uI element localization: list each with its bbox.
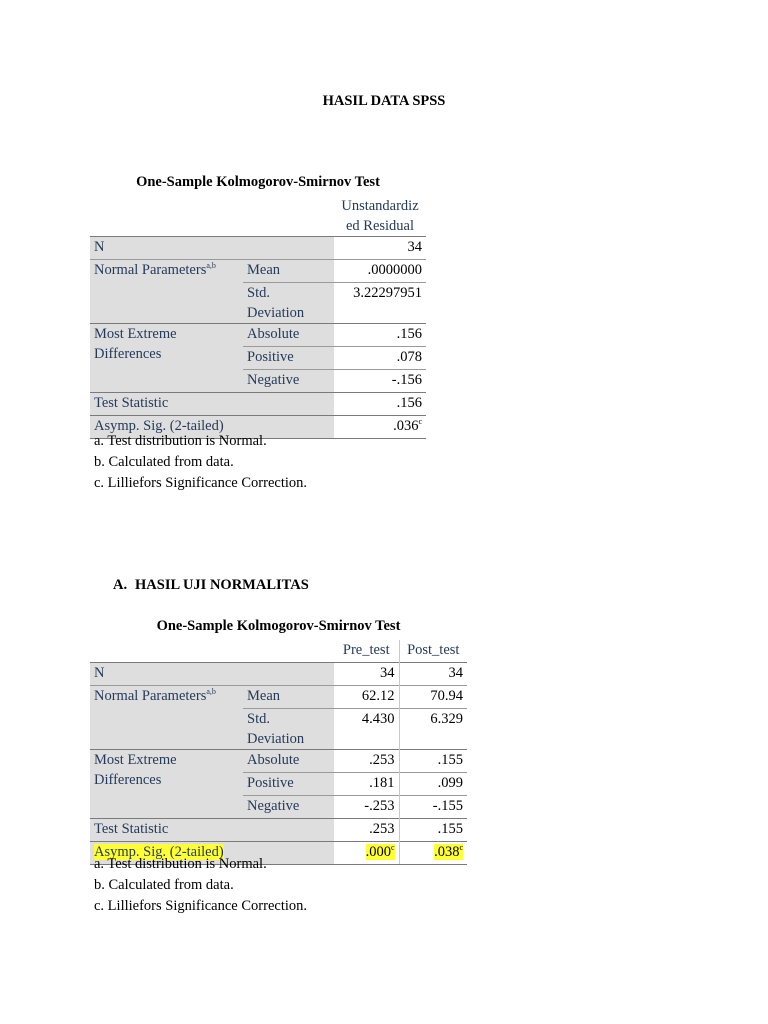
row-label-test-statistic: Test Statistic bbox=[90, 819, 334, 842]
row-label-std-deviation: Std. Deviation bbox=[243, 709, 334, 750]
row-label-normal-parameters: Normal Parameters$^{a,b}$ bbox=[90, 260, 243, 324]
table1-footnotes bbox=[94, 431, 307, 494]
row-label-absolute: Absolute bbox=[243, 750, 334, 773]
cell-value: 34 bbox=[399, 663, 467, 686]
cell-value: 3.22297951 bbox=[334, 283, 426, 324]
cell-value: .036$^c$ bbox=[334, 416, 426, 439]
column-header-post-test: Post_test bbox=[399, 640, 467, 663]
cell-value: .0000000 bbox=[334, 260, 426, 283]
footnote: c. Lilliefors Significance Correction. bbox=[94, 475, 307, 491]
cell-value: .156 bbox=[334, 324, 426, 347]
row-label-positive: Positive bbox=[243, 347, 334, 370]
footnote: b. Calculated from data. bbox=[94, 454, 234, 470]
row-label-most-extreme-differences: Most Extreme Differences bbox=[90, 324, 243, 393]
table-caption: One-Sample Kolmogorov-Smirnov Test bbox=[136, 174, 380, 190]
cell-value: 4.430 bbox=[334, 709, 399, 750]
row-label-positive: Positive bbox=[243, 773, 334, 796]
cell-value: .156 bbox=[334, 393, 426, 416]
cell-value: 62.12 bbox=[334, 686, 399, 709]
table-caption: One-Sample Kolmogorov-Smirnov Test bbox=[156, 618, 401, 634]
row-label-asymp-sig: Asymp. Sig. (2-tailed) bbox=[90, 416, 334, 439]
row-label-n: N bbox=[90, 237, 334, 260]
footnote: a. Test distribution is Normal. bbox=[94, 433, 267, 449]
row-label-asymp-sig: Asymp. Sig. (2-tailed) bbox=[90, 842, 334, 865]
cell-value: 70.94 bbox=[399, 686, 467, 709]
cell-value: .253 bbox=[334, 819, 399, 842]
row-label-negative: Negative bbox=[243, 796, 334, 819]
cell-value: -.156 bbox=[334, 370, 426, 393]
cell-value: .181 bbox=[334, 773, 399, 796]
cell-value: 34 bbox=[334, 663, 399, 686]
row-label-negative: Negative bbox=[243, 370, 334, 393]
ks-test-table-normality bbox=[90, 616, 467, 865]
row-label-test-statistic: Test Statistic bbox=[90, 393, 334, 416]
cell-value: .253 bbox=[334, 750, 399, 773]
cell-value: .155 bbox=[399, 819, 467, 842]
column-header-pre-test: Pre_test bbox=[334, 640, 399, 663]
page-title: HASIL DATA SPSS bbox=[322, 93, 446, 109]
row-label-mean: Mean bbox=[243, 686, 334, 709]
cell-value: .038$^c$ bbox=[399, 842, 467, 865]
cell-value: .000$^c$ bbox=[334, 842, 399, 865]
footnote: c. Lilliefors Significance Correction. bbox=[94, 898, 307, 914]
cell-value: .099 bbox=[399, 773, 467, 796]
ks-test-table-residual bbox=[90, 172, 426, 439]
row-label-n: N bbox=[90, 663, 334, 686]
row-label-normal-parameters: Normal Parameters$^{a,b}$ bbox=[90, 686, 243, 750]
cell-value: 6.329 bbox=[399, 709, 467, 750]
cell-value: .078 bbox=[334, 347, 426, 370]
cell-value: -.253 bbox=[334, 796, 399, 819]
row-label-mean: Mean bbox=[243, 260, 334, 283]
cell-value: -.155 bbox=[399, 796, 467, 819]
row-label-most-extreme-differences: Most Extreme Differences bbox=[90, 750, 243, 819]
cell-value: .155 bbox=[399, 750, 467, 773]
column-header-unstandardized-residual: Unstandardiz ed Residual bbox=[334, 196, 426, 237]
row-label-std-deviation: Std. Deviation bbox=[243, 283, 334, 324]
footnote: b. Calculated from data. bbox=[94, 877, 234, 893]
cell-value: 34 bbox=[334, 237, 426, 260]
footnote: a. Test distribution is Normal. bbox=[94, 856, 267, 872]
table2-footnotes bbox=[94, 854, 307, 917]
section-heading: A. HASIL UJI NORMALITAS bbox=[113, 577, 309, 593]
row-label-absolute: Absolute bbox=[243, 324, 334, 347]
